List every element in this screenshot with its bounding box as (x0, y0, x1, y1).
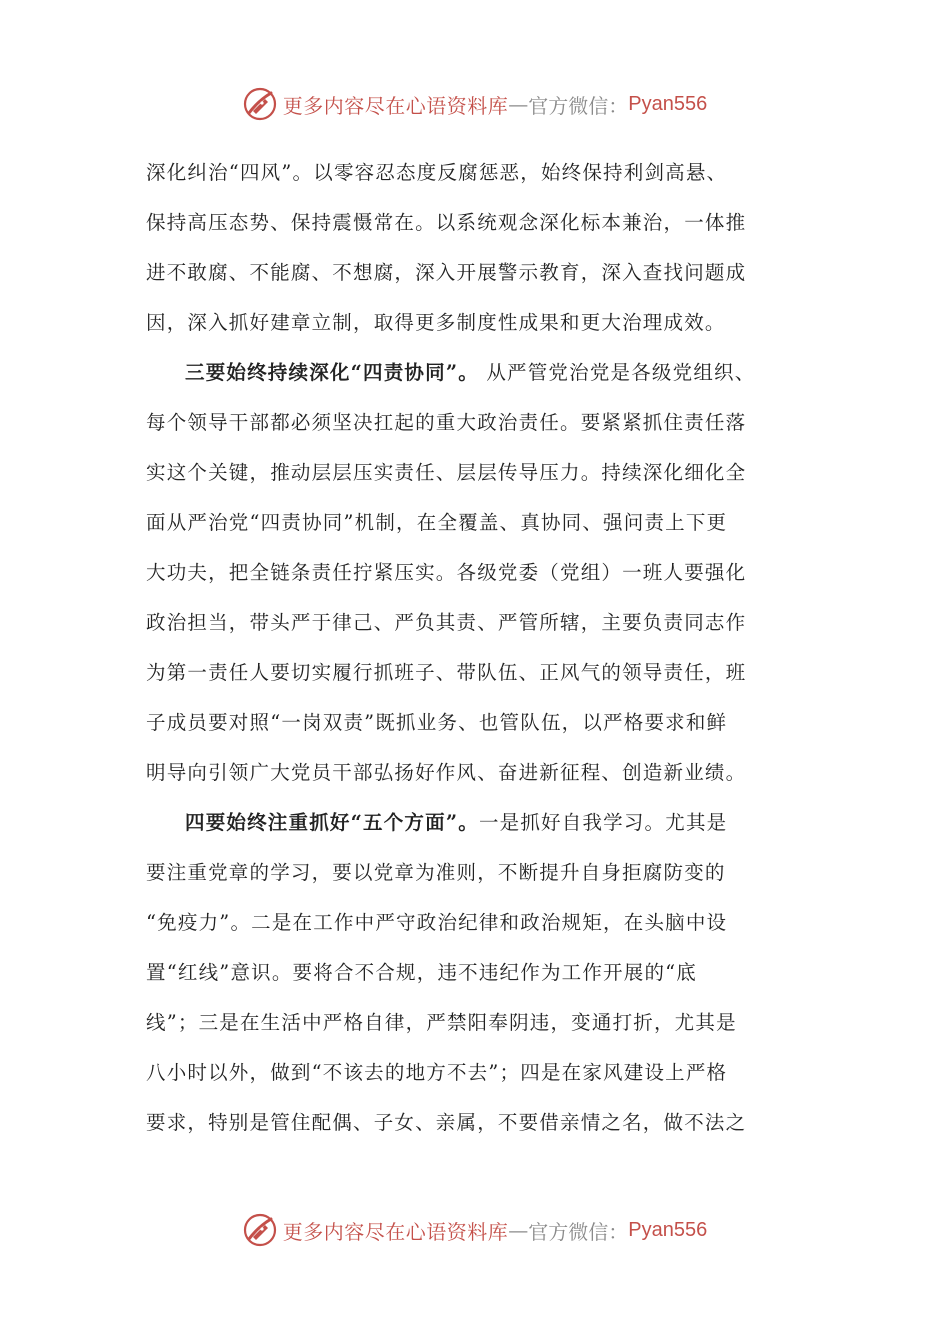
text-line: 因，深入抓好建章立制，取得更多制度性成果和更大治理成效。 (146, 311, 726, 334)
text-line: 要注重党章的学习，要以党章为准则，不断提升自身拒腐防变的 (146, 861, 726, 884)
text-line: 深化纠治“四风”。以零容忍态度反腐惩恶，始终保持利剑高悬、 (146, 161, 728, 184)
text-run: 从严管党治党是各级党组织、 (478, 361, 756, 384)
banner-wechat-id: Pyan556 (628, 92, 708, 115)
text-line-first (146, 798, 806, 848)
banner-wechat-id: Pyan556 (628, 1218, 708, 1241)
text-line: 进不敢腐、不能腐、不想腐，深入开展警示教育，深入查找问题成 (146, 261, 747, 284)
banner-title: 更多内容尽在心语资料库 (282, 93, 509, 118)
text-line: 子成员要对照“一岗双责”既抓业务、也管队伍，以严格要求和鲜 (146, 711, 728, 734)
text-run: 一是抓好自我学习。尤其是 (478, 811, 728, 834)
document-body (146, 148, 806, 1148)
paragraph-2 (146, 348, 806, 798)
text-line: 保持高压态势、保持震慑常在。以系统观念深化标本兼治，一体推 (146, 211, 747, 234)
text-line: 实这个关键，推动层层压实责任、层层传导压力。持续深化细化全 (146, 461, 747, 484)
text-line: 每个领导干部都必须坚决扛起的重大政治责任。要紧紧抓住责任落 (146, 411, 747, 434)
header-banner (0, 84, 950, 124)
text-line: 线”；三是在生活中严格自律，严禁阳奉阴违，变通打折，尤其是 (146, 1011, 737, 1034)
banner-separator: — (508, 92, 529, 116)
text-line: 八小时以外，做到“不该去的地方不去”；四是在家风建设上严格 (146, 1061, 728, 1084)
banner-title: 更多内容尽在心语资料库 (282, 1219, 509, 1244)
pen-nib-logo-icon (243, 1213, 277, 1247)
banner-separator: — (508, 1218, 529, 1242)
text-line: “免疫力”。二是在工作中严守政治纪律和政治规矩，在头脑中设 (146, 911, 728, 934)
paragraph-1 (146, 148, 806, 348)
paragraph-3 (146, 798, 806, 1148)
pen-nib-logo-icon (243, 87, 277, 121)
text-line: 要求，特别是管住配偶、子女、亲属，不要借亲情之名，做不法之 (146, 1111, 747, 1134)
footer-banner (0, 1210, 950, 1250)
banner-wechat-label: 官方微信： (528, 1219, 629, 1244)
text-line: 置“红线”意识。要将合不合规，违不违纪作为工作开展的“底 (146, 961, 698, 984)
text-line: 为第一责任人要切实履行抓班子、带队伍、正风气的领导责任，班 (146, 661, 747, 684)
text-line: 大功夫，把全链条责任拧紧压实。各级党委（党组）一班人要强化 (146, 561, 747, 584)
text-line: 面从严治党“四责协同”机制，在全覆盖、真协同、强问责上下更 (146, 511, 728, 534)
banner-wechat-label: 官方微信： (528, 93, 629, 118)
text-line: 政治担当，带头严于律己、严负其责、严管所辖，主要负责同志作 (146, 611, 747, 634)
section-heading-three: 三要始终持续深化“四责协同”。 (185, 361, 479, 384)
text-line-first (146, 348, 806, 398)
section-heading-four: 四要始终注重抓好“五个方面”。 (185, 811, 479, 834)
text-line: 明导向引领广大党员干部弘扬好作风、奋进新征程、创造新业绩。 (146, 761, 747, 784)
